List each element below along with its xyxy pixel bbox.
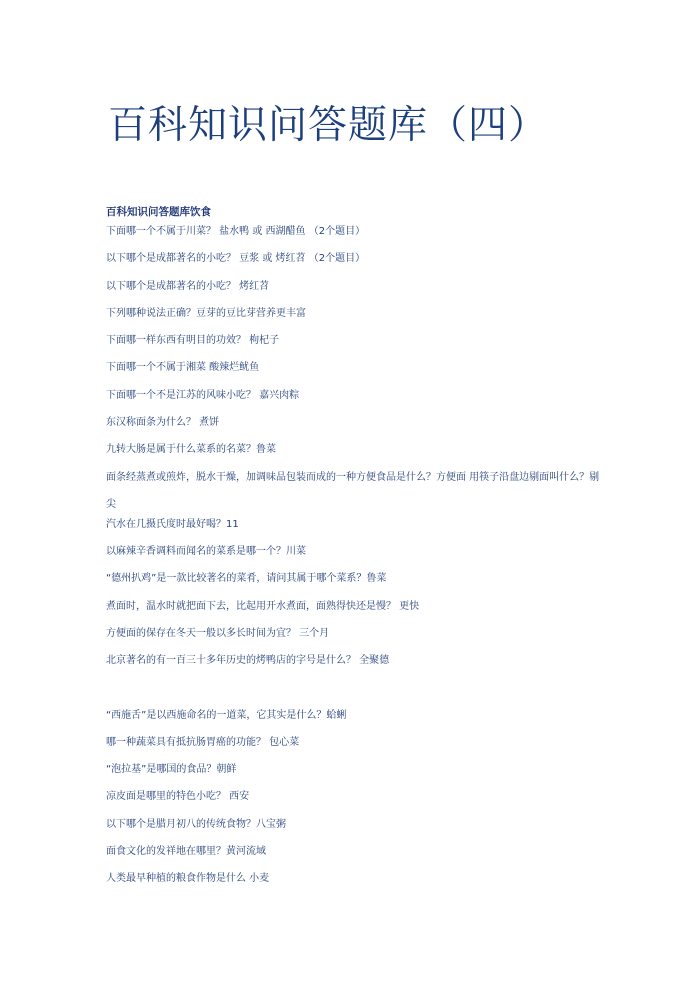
qa-line: 哪一种蔬菜具有抵抗肠胃癌的功能？ 包心菜 [106,736,300,748]
qa-list [106,226,606,901]
qa-line: 以下哪个是腊月初八的传统食物？八宝粥 [106,818,286,830]
section-heading: 百科知识问答题库饮食 [106,206,211,218]
qa-line: “西施舌”是以西施命名的一道菜，它其实是什么？蛤蜊 [106,709,347,721]
qa-line: 下面哪一个不属于湘菜 酸辣烂鱿鱼 [106,362,260,374]
qa-line: “德州扒鸡”是一款比较著名的菜肴，请问其属于哪个菜系？鲁菜 [106,573,387,585]
qa-line: 北京著名的有一百三十多年历史的烤鸭店的字号是什么？ 全聚德 [106,655,390,667]
qa-line: 面食文化的发祥地在哪里？黄河流域 [106,846,266,858]
qa-line: 以下哪个是成都著名的小吃？ 豆浆 或 烤红苕 （2个题目） [106,253,366,265]
qa-line: 以麻辣辛香调料而闻名的菜系是哪一个？川菜 [106,546,306,558]
qa-line: 汽水在几摄氏度时最好喝？11 [106,518,239,530]
qa-line: 凉皮面是哪里的特色小吃？ 西安 [106,791,250,803]
qa-line: 下列哪种说法正确？豆芽的豆比芽营养更丰富 [106,307,306,319]
qa-line: 煮面时，温水时就把面下去，比起用开水煮面，面熟得快还是慢？ 更快 [106,600,420,612]
qa-line: “泡拉基”是哪国的食品？朝鲜 [106,764,237,776]
qa-line: 面条经蒸煮或煎炸，脱水干燥，加调味品包装而成的一种方便食品是什么？方便面 用筷子沿盘边剔面叫什么？剔尖 [106,472,600,511]
qa-line: 九转大肠是属于什么菜系的名菜？鲁菜 [106,444,276,456]
qa-line: 下面哪一样东西有明目的功效？ 枸杞子 [106,335,280,347]
qa-line: 下面哪一个不属于川菜？ 盐水鸭 或 西湖醋鱼 （2个题目） [106,226,366,237]
qa-line: 以下哪个是成都著名的小吃？ 烤红苕 [106,280,270,292]
qa-line: 下面哪一个不是江苏的风味小吃？ 嘉兴肉粽 [106,389,300,401]
qa-line: 东汉称面条为什么？ 煮饼 [106,417,220,429]
document-title: 百科知识问答题库（四） [108,103,549,148]
qa-line: 方便面的保存在冬天一般以多长时间为宜？ 三个月 [106,627,330,639]
qa-line: 人类最早种植的粮食作物是什么 小麦 [106,873,270,885]
